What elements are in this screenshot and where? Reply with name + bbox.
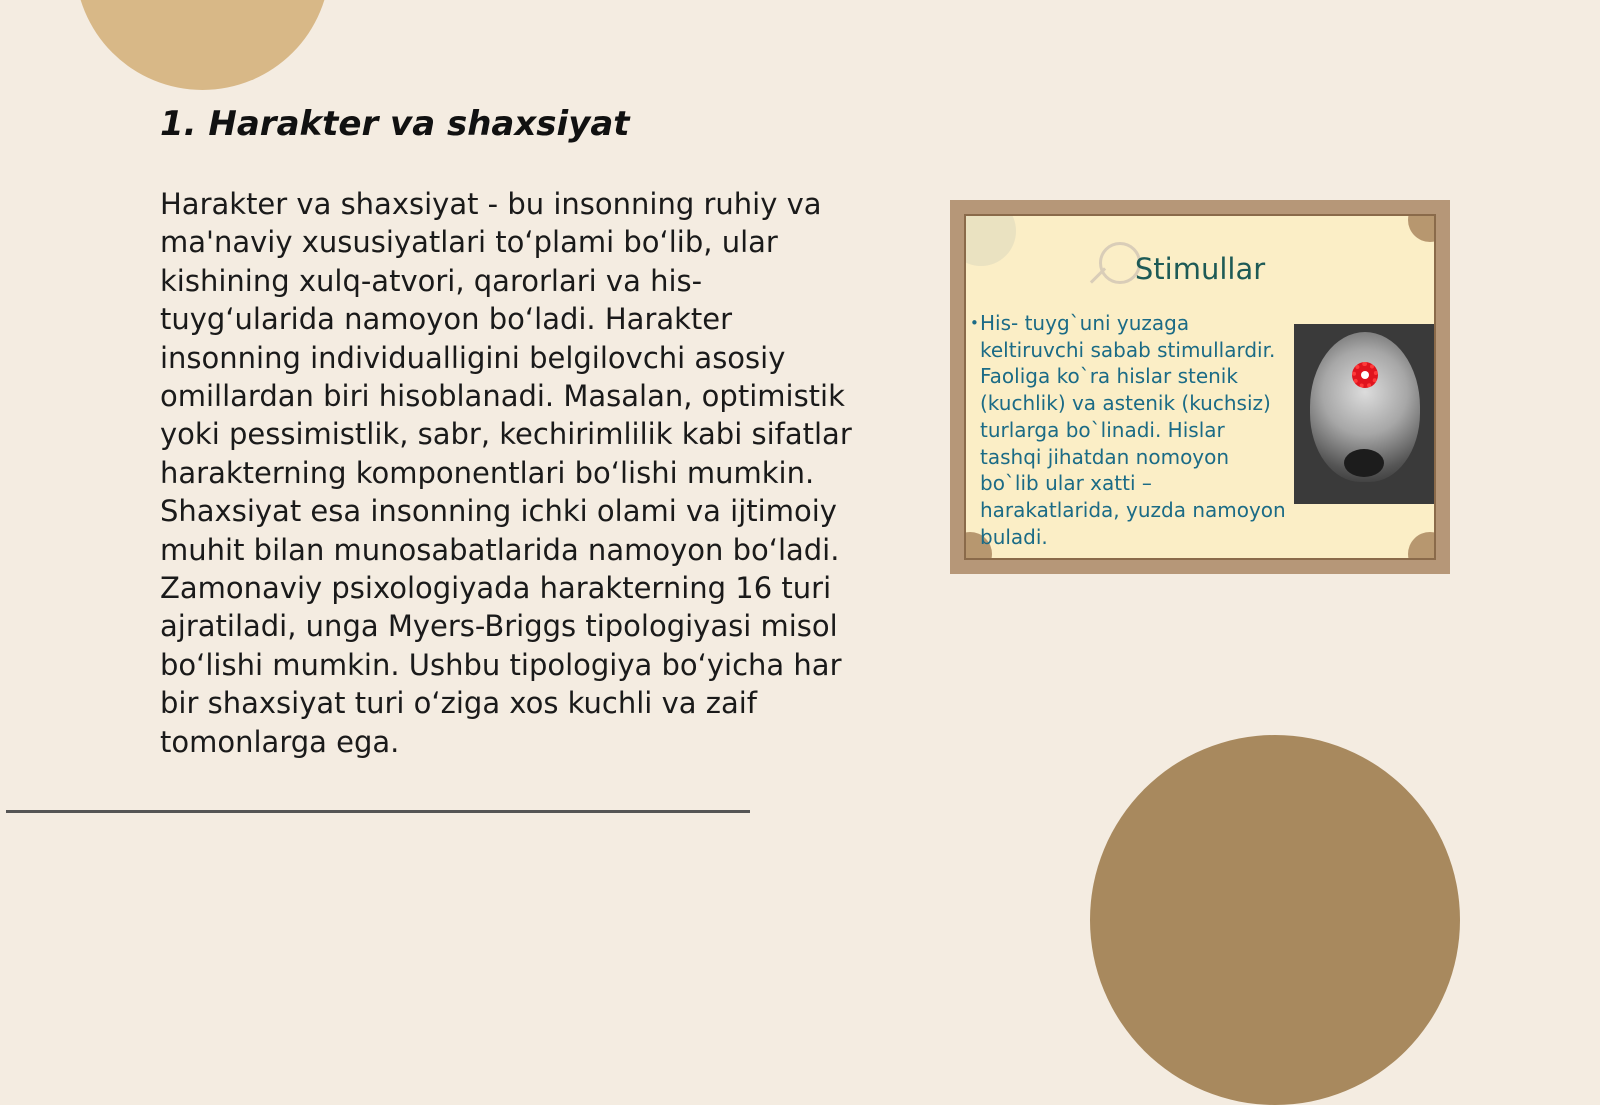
- divider-line: [6, 810, 750, 813]
- bullet-icon: •: [970, 314, 979, 332]
- ornament-corner-icon: [1408, 200, 1450, 242]
- page-title: 1. Harakter va shaxsiyat: [160, 104, 630, 144]
- slide-bullet-text: His- tuyg`uni yuzaga keltiruvchi sabab stimullardir. Faoliga ko`ra hislar stenik (kuchlik) va astenik (kuchsiz) turlarga bo`linadi. Hislar tashqi jihatdan nomoyon bo`lib ular xatti – harakatlarida, yuzda namoyon buladi.: [980, 311, 1286, 549]
- decorative-circle-top: [75, 0, 330, 90]
- gear-icon: [1352, 362, 1378, 388]
- slide-title: [964, 252, 1436, 286]
- head-with-gear-illustration: [1294, 324, 1435, 504]
- slide-title-text: Stimullar: [1134, 252, 1266, 286]
- body-paragraph: Harakter va shaxsiyat - bu insonning ruhiy va ma'naviy xususiyatlari to‘plami bo‘lib, ular kishining xulq-atvori, qarorlari va his-tuyg‘ularida namoyon bo‘ladi. Harakter insonning individualligini belgilovchi asosiy omillardan biri hisoblanadi. Masalan, optimistik yoki pessimistlik, sabr, kechirimlilik kabi sifatlar harakterning komponentlari bo‘lishi mumkin. Shaxsiyat esa insonning ichki olami va ijtimoiy muhit bilan munosabatlarida namoyon bo‘ladi. Zamonaviy psixologiyada harakterning 16 turi ajratiladi, unga Myers-Briggs tipologiyasi misol bo‘lishi mumkin. Ushbu tipologiya bo‘yicha har bir shaxsiyat turi o‘ziga xos kuchli va zaif tomonlarga ega.: [160, 187, 852, 759]
- decorative-circle-bottom: [1090, 735, 1460, 1105]
- ornament-corner-icon: [1408, 532, 1450, 574]
- embedded-slide-image: [950, 200, 1450, 574]
- face-shape: [1344, 449, 1384, 477]
